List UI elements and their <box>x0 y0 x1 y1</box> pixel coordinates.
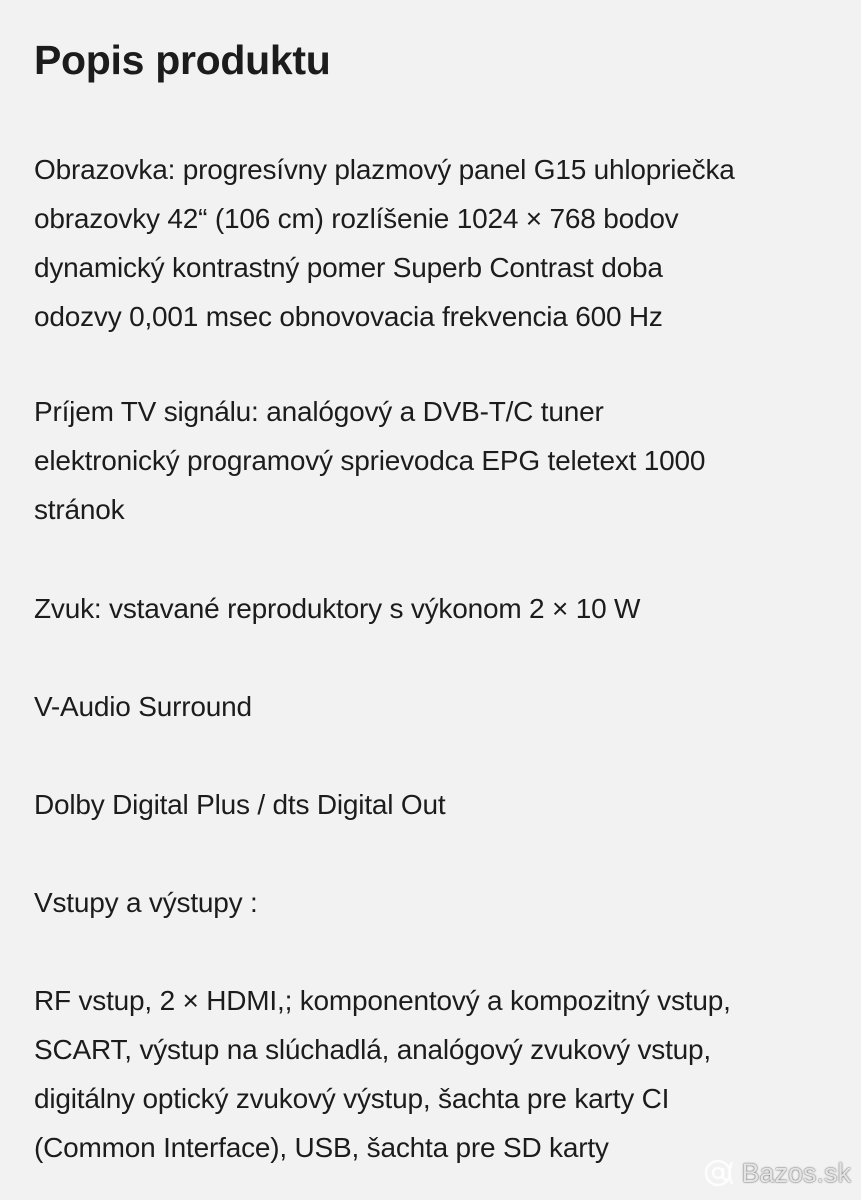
description-io <box>34 976 731 1172</box>
description-io-heading: Vstupy a výstupy : <box>34 887 258 918</box>
description-line: obrazovky 42“ (106 cm) rozlíšenie 1024 × 768 bodov <box>34 203 679 234</box>
description-line: odozvy 0,001 msec obnovovacia frekvencia 600 Hz <box>34 301 663 332</box>
description-screen <box>34 145 735 341</box>
watermark-text: Bazos.sk <box>741 1157 851 1188</box>
description-line: stránok <box>34 494 125 525</box>
description-tv-signal <box>34 387 705 534</box>
description-dolby: Dolby Digital Plus / dts Digital Out <box>34 789 446 820</box>
description-line: dynamický kontrastný pomer Superb Contrast doba <box>34 252 663 283</box>
section-title: Popis produktu <box>34 37 331 83</box>
description-sound: Zvuk: vstavané reproduktory s výkonom 2 × 10 W <box>34 593 641 624</box>
description-line: (Common Interface), USB, šachta pre SD karty <box>34 1132 609 1163</box>
description-line: RF vstup, 2 × HDMI,; komponentový a kompozitný vstup, <box>34 985 731 1016</box>
bazos-logo-icon <box>703 1156 737 1190</box>
description-line: Obrazovka: progresívny plazmový panel G15 uhlopriečka <box>34 154 735 185</box>
bazos-watermark <box>703 1156 851 1190</box>
description-vaudio: V-Audio Surround <box>34 691 252 722</box>
product-description-section <box>34 30 834 1163</box>
description-line: digitálny optický zvukový výstup, šachta pre karty CI <box>34 1083 670 1114</box>
description-line: SCART, výstup na slúchadlá, analógový zvukový vstup, <box>34 1034 711 1065</box>
description-line: elektronický programový sprievodca EPG teletext 1000 <box>34 445 706 476</box>
description-line: Príjem TV signálu: analógový a DVB-T/C tuner <box>34 396 604 427</box>
